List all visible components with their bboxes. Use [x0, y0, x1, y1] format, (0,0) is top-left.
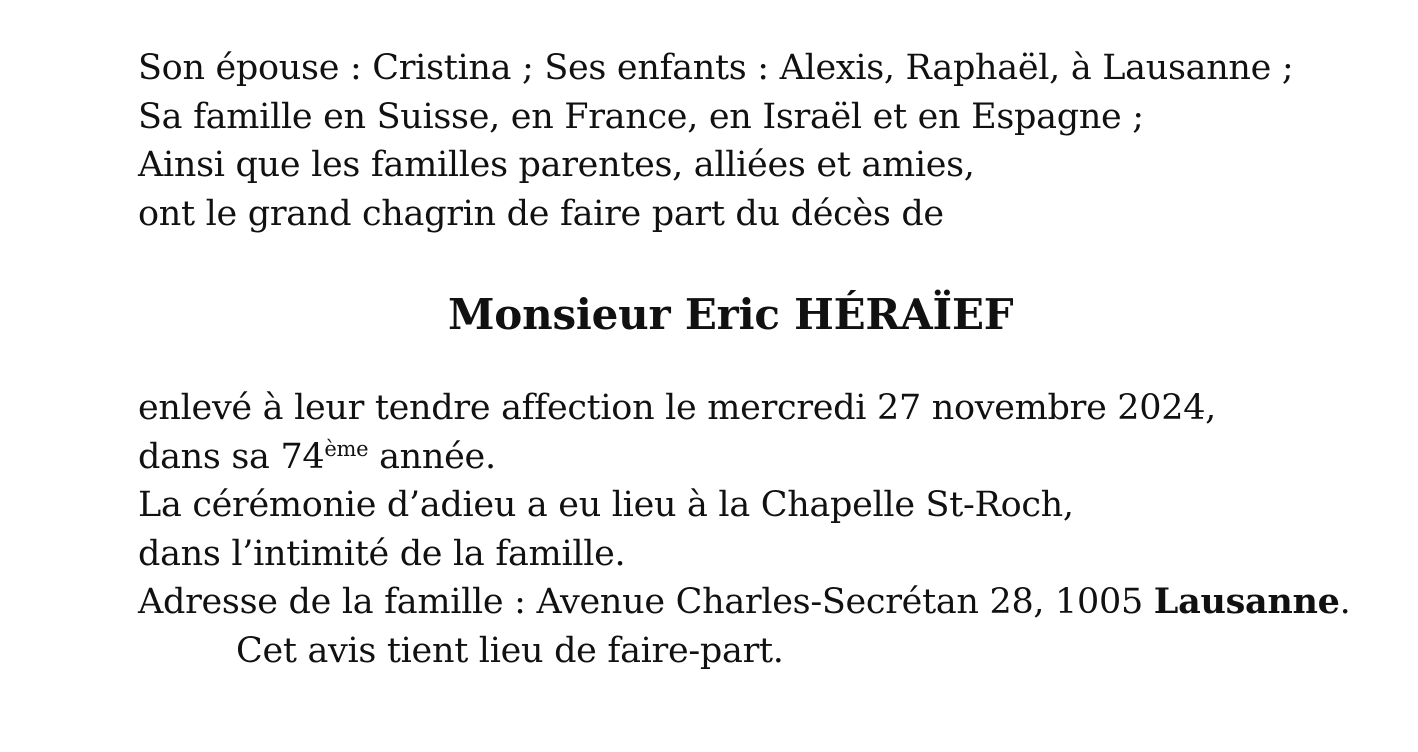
intimacy-line: dans l’intimité de la famille.: [138, 533, 626, 574]
address-line: [138, 578, 1358, 627]
intro-line-2: Sa famille en Suisse, en France, en Israël et en Espagne ;: [138, 96, 1144, 137]
notice-details: [138, 384, 1358, 675]
address-end: .: [1339, 582, 1351, 622]
address-city: Lausanne: [1153, 581, 1340, 622]
address-prefix: Adresse de la famille : Avenue Charles-Secrétan 28, 1005: [138, 582, 1154, 622]
age-prefix: dans sa 74: [138, 436, 325, 477]
deceased-name-block: [138, 288, 1358, 342]
closing-line: Cet avis tient lieu de faire-part.: [236, 630, 784, 671]
age-line: [138, 433, 1358, 482]
family-intro: [138, 44, 1358, 238]
intro-line-4: ont le grand chagrin de faire part du décès de: [138, 193, 944, 234]
intro-line-3: Ainsi que les familles parentes, alliées et amies,: [138, 145, 975, 185]
intro-line-1: Son épouse : Cristina ; Ses enfants : Alexis, Raphaël, à Lausanne ;: [138, 48, 1294, 88]
deceased-name: Monsieur Eric HÉRAÏEF: [448, 290, 1014, 339]
ceremony-line: La cérémonie d’adieu a eu lieu à la Chapelle St-Roch,: [138, 485, 1074, 525]
details-line-1: enlevé à leur tendre affection le mercredi 27 novembre 2024,: [138, 388, 1217, 428]
death-notice: [138, 44, 1358, 675]
age-ordinal-suffix: ème: [324, 436, 369, 461]
age-rest: année.: [368, 436, 496, 477]
